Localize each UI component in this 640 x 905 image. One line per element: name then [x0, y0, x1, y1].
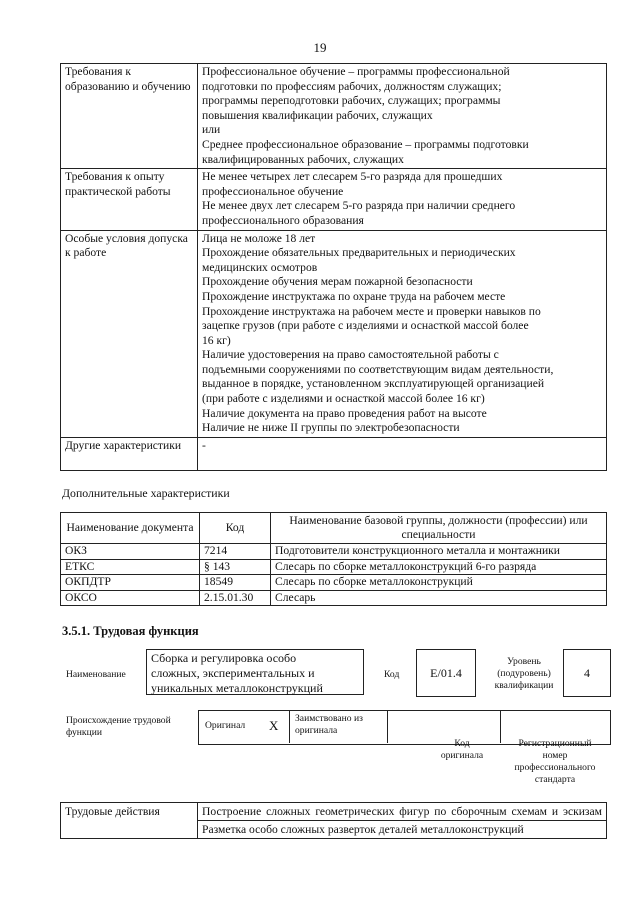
text-line: Прохождение обучения мерам пожарной безопасности [202, 275, 473, 289]
cell: ОКСО [61, 590, 200, 606]
table-row [61, 169, 607, 230]
text-line: медицинских осмотров [202, 260, 318, 274]
header-cell: Наименование документа [61, 513, 200, 544]
text-line: Прохождение инструктажа по охране труда на рабочем месте [202, 289, 506, 303]
row-label: Особые условия допуска к работе [61, 230, 198, 437]
cell: ЕТКС [61, 559, 200, 575]
cell: 7214 [200, 544, 271, 560]
header-cell: Наименование базовой группы, должности (профессии) или специальности [271, 513, 607, 544]
row-content [198, 437, 607, 470]
level-label: Уровень (подуровень) квалификации [494, 656, 554, 691]
table-row [61, 803, 607, 821]
code-box [416, 649, 476, 697]
name-label: Наименование [66, 669, 126, 680]
original-mark: X [269, 718, 279, 733]
origin-label: Происхождение трудовой функции [66, 715, 171, 738]
level-value: 4 [584, 666, 590, 680]
requirements-table [60, 63, 607, 471]
cell: Подготовители конструкционного металла и монтажники [271, 544, 607, 560]
text-line: Не менее двух лет слесарем 5-го разряда при наличии среднего [202, 199, 516, 213]
table-row [61, 437, 607, 470]
table-row [61, 559, 607, 575]
function-code: E/01.4 [430, 666, 462, 680]
text-line: зацепке грузов (при работе с изделиями и оснасткой массой более [202, 319, 529, 333]
table-row [61, 544, 607, 560]
row-label: Другие характеристики [61, 437, 198, 470]
cell: ОКЗ [61, 544, 200, 560]
divider [500, 710, 501, 743]
table-row [61, 64, 607, 169]
cell: ОКПДТР [61, 575, 200, 591]
additional-title: Дополнительные характеристики [62, 486, 230, 500]
function-name-line: уникальных металлоконструкций [151, 681, 323, 695]
text-line: Прохождение обязательных предварительных и периодических [202, 246, 516, 260]
cell: Слесарь по сборке металлоконструкций 6-го разряда [271, 559, 607, 575]
text-line: профессионального образования [202, 213, 364, 227]
level-box [563, 649, 611, 697]
borrowed-label: Заимствовано из оригинала [295, 713, 363, 736]
table-header-row [61, 513, 607, 544]
additional-table [60, 512, 607, 606]
row-content [198, 64, 607, 169]
divider [387, 710, 388, 743]
text-line: Среднее профессиональное образование – программы подготовки [202, 137, 529, 151]
text-line: Не менее четырех лет слесарем 5-го разряда для прошедших [202, 170, 503, 184]
text-line: 16 кг) [202, 333, 231, 347]
labor-action-item: Построение сложных геометрических фигур по сборочным схемам и эскизам [198, 803, 607, 821]
text-line: программы переподготовки рабочих, служащих; программы [202, 94, 501, 108]
cell: § 143 [200, 559, 271, 575]
divider [289, 710, 290, 743]
original-code-label: Код оригинала [440, 738, 484, 761]
header-cell: Код [200, 513, 271, 544]
section-heading: 3.5.1. Трудовая функция [62, 624, 199, 638]
page-number: 19 [313, 40, 327, 55]
text-line: подъемными сооружениями по соответствующим видам деятельности, [202, 362, 554, 376]
function-name-line: сложных, экспериментальных и [151, 666, 315, 680]
cell: 2.15.01.30 [200, 590, 271, 606]
text-line: Наличие документа на право проведения работ на высоте [202, 406, 487, 420]
text-line: выданное в порядке, установленном эксплуатирующей организацией [202, 377, 545, 391]
cell: 18549 [200, 575, 271, 591]
table-row [61, 590, 607, 606]
code-label: Код [384, 669, 400, 680]
labor-action-item: Разметка особо сложных разверток деталей металлоконструкций [198, 821, 607, 839]
text-line: Наличие не ниже II группы по электробезопасности [202, 421, 460, 435]
text-line: квалифицированных рабочих, служащих [202, 152, 404, 166]
original-label: Оригинал [205, 720, 246, 731]
row-label: Требования к опыту практической работы [61, 169, 198, 230]
table-row [61, 575, 607, 591]
cell: Слесарь по сборке металлоконструкций [271, 575, 607, 591]
text-line: профессиональное обучение [202, 184, 344, 198]
function-name-line: Сборка и регулировка особо [151, 651, 297, 665]
text-line: Лица не моложе 18 лет [202, 231, 316, 245]
cell: Слесарь [271, 590, 607, 606]
function-name-box [146, 649, 364, 695]
text-line: - [202, 438, 206, 452]
text-line: Профессиональное обучение – программы профессиональной [202, 65, 510, 78]
text-line: повышения квалификации рабочих, служащих [202, 108, 433, 122]
text-line: Прохождение инструктажа на рабочем месте и проверки навыков по [202, 304, 541, 318]
labor-actions-table [60, 802, 607, 839]
text-line: подготовки по профессиям рабочих, должностям служащих; [202, 79, 502, 93]
text-line: (при работе с изделиями и оснасткой массой более 16 кг) [202, 392, 485, 406]
labor-actions-label: Трудовые действия [61, 803, 198, 839]
row-content [198, 169, 607, 230]
text-line: Наличие удостоверения на право самостоятельной работы с [202, 348, 499, 362]
table-row [61, 230, 607, 437]
row-content [198, 230, 607, 437]
text-line: или [202, 123, 221, 137]
row-label: Требования к образованию и обучению [61, 64, 198, 169]
registration-number-label: Регистрационный номер профессионального стандарта [514, 738, 596, 785]
